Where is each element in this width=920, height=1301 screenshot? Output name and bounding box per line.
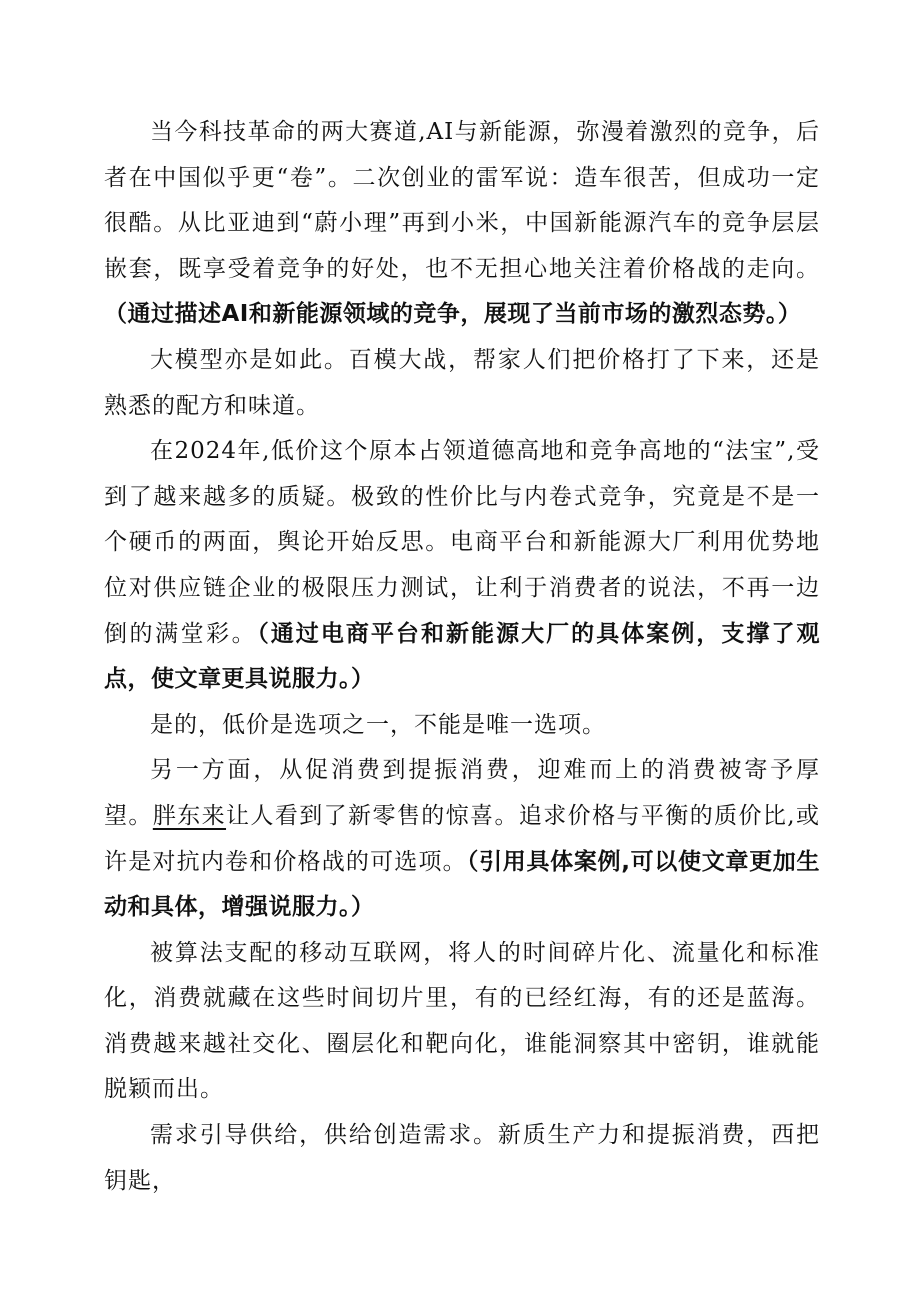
paragraph-5-note: （引用具体案例,可以使文章更加生动和具体，增强说服力。） — [104, 848, 820, 921]
paragraph-1 — [104, 110, 820, 338]
paragraph-6-text: 被算法支配的移动互联网，将人的时间碎片化、流量化和标准化，消费就藏在这些时间切片里，有的已经红海，有的还是蓝海。消费越来越社交化、圈层化和靶向化，谁能洞察其中密钥，谁就能脱颖而出。 — [104, 939, 820, 1103]
paragraph-7 — [104, 1113, 820, 1204]
pangdonglai-link[interactable]: 胖东来 — [152, 802, 227, 829]
paragraph-5 — [104, 748, 820, 930]
paragraph-6 — [104, 931, 820, 1113]
paragraph-5-text-before: 另一方面，从促消费到提振消费，迎难而上的消费被寄予厚望。 — [104, 757, 820, 829]
paragraph-1-note: （通过描述AI和新能源领域的竞争，展现了当前市场的激烈态势。） — [104, 301, 802, 328]
paragraph-4-text: 是的，低价是选项之一，不能是唯一选项。 — [150, 711, 606, 738]
paragraph-3-text: 在2024年,低价这个原本占领道德高地和竞争高地的“法宝”,受到了越来越多的质疑。极致的性价比与内卷式竞争，究竟是不是一个硬币的两面，舆论开始反思。电商平台和新能源大厂利用优势地位对供应链企业的极限压力测试，让利于消费者的说法，不再一边倒的满堂彩。 — [104, 438, 820, 647]
paragraph-4 — [104, 703, 820, 749]
paragraph-3 — [104, 429, 820, 703]
paragraph-3-note: （通过电商平台和新能源大厂的具体案例，支撑了观点，使文章更具说服力。） — [104, 620, 821, 693]
paragraph-2-text: 大模型亦是如此。百模大战，帮家人们把价格打了下来，还是熟悉的配方和味道。 — [104, 346, 820, 419]
paragraph-7-text: 需求引导供给，供给创造需求。新质生产力和提振消费，西把钥匙， — [104, 1122, 820, 1194]
paragraph-1-text: 当今科技革命的两大赛道,AI与新能源，弥漫着激烈的竞争，后者在中国似乎更“卷”。二次创业的雷军说：造车很苦，但成功一定很酷。从比亚迪到“蔚小理”再到小米，中国新能源汽车的竞争层层嵌套，既享受着竞争的好处，也不无担心地关注着价格战的走向。 — [104, 119, 820, 282]
paragraph-5-text-after: 让人看到了新零售的惊喜。追求价格与平衡的质价比,或许是对抗内卷和价格战的可选项。 — [104, 802, 821, 875]
paragraph-2 — [104, 338, 820, 429]
